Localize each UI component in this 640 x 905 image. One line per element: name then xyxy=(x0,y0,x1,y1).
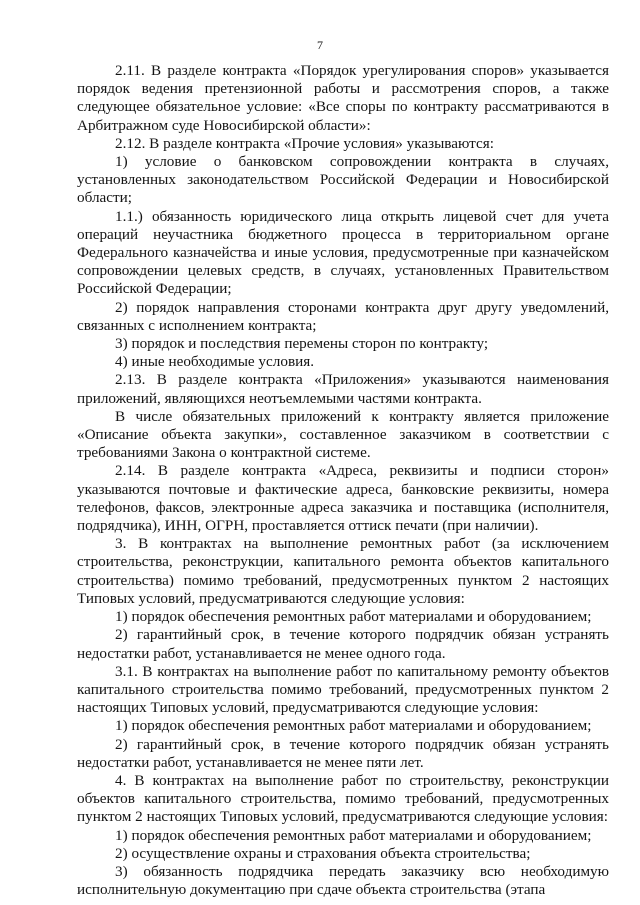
paragraph-2-12: 2.12. В разделе контракта «Прочие условия» указываются: xyxy=(115,134,494,152)
paragraph-2-12-item-1-1: 1.1.) обязанность юридического лица открыть лицевой счет для учета операций неучастника бюджетного процесса в территориальном органе Федерального казначейства и иные условия, предусмотренные при казначейском сопровождении целевых средств, в случаях, установленных Правительством Российской Федерации; xyxy=(77,207,609,298)
paragraph-2-12-item-3: 3) порядок и последствия перемены сторон по контракту; xyxy=(115,335,489,353)
paragraph-4-item-1: 1) порядок обеспечения ремонтных работ материалами и оборудованием; xyxy=(115,826,592,844)
paragraph-2-14: 2.14. В разделе контракта «Адреса, реквизиты и подписи сторон» указываются почтовые и фактические адреса, банковские реквизиты, номера телефонов, факсов, электронные адреса заказчика и поставщика (исполнителя, подрядчика), ИНН, ОГРН, проставляется оттиск печати (при наличии). xyxy=(77,462,609,535)
paragraph-2-12-item-4: 4) иные необходимые условия. xyxy=(115,353,315,371)
paragraph-3-1: 3.1. В контрактах на выполнение работ по капитальному ремонту объектов капитального строительства помимо требований, предусмотренных пунктом 2 настоящих Типовых условий, предусматриваются следующие условия: xyxy=(77,662,609,717)
paragraph-3-1-item-2: 2) гарантийный срок, в течение которого подрядчик обязан устранять недостатки работ, устанавливается не менее пяти лет. xyxy=(77,735,609,771)
paragraph-3: 3. В контрактах на выполнение ремонтных работ (за исключением строительства, реконструкции, капитального ремонта объектов капитального строительства) помимо требований, предусмотренных пунктом 2 настоящих Типовых условий, предусматриваются следующие условия: xyxy=(77,535,609,607)
paragraph-4-item-3: 3) обязанность подрядчика передать заказчику всю необходимую исполнительную документацию при сдаче объекта строительства (этапа xyxy=(77,862,609,899)
paragraph-2-12-item-2: 2) порядок направления сторонами контракта друг другу уведомлений, связанных с исполнением контракта; xyxy=(77,298,609,334)
paragraph-3-item-1: 1) порядок обеспечения ремонтных работ материалами и оборудованием; xyxy=(115,608,592,626)
page-number: 7 xyxy=(317,38,323,52)
paragraph-2-13-attachment: В числе обязательных приложений к контракту является приложение «Описание объекта закупки», составленное заказчиком в соответствии с требованиями Закона о контрактной системе. xyxy=(77,407,609,462)
paragraph-4-item-2: 2) осуществление охраны и страхования объекта строительства; xyxy=(115,844,531,862)
document-body xyxy=(77,62,609,899)
paragraph-4: 4. В контрактах на выполнение работ по строительству, реконструкции объектов капитального строительства, помимо требований, предусмотренных пунктом 2 настоящих Типовых условий, предусматриваются следующие условия: xyxy=(77,771,609,826)
paragraph-3-item-2: 2) гарантийный срок, в течение которого подрядчик обязан устранять недостатки работ, устанавливается не менее одного года. xyxy=(77,626,609,662)
paragraph-3-1-item-1: 1) порядок обеспечения ремонтных работ материалами и оборудованием; xyxy=(115,717,592,735)
paragraph-2-13: 2.13. В разделе контракта «Приложения» указываются наименования приложений, являющихся неотъемлемыми частями контракта. xyxy=(77,371,609,407)
paragraph-2-11: 2.11. В разделе контракта «Порядок урегулирования споров» указывается порядок ведения претензионной работы и рассмотрения споров, а также следующее обязательное условие: «Все споры по контракту рассматриваются в Арбитражном суде Новосибирской области»: xyxy=(77,62,609,134)
paragraph-2-12-item-1: 1) условие о банковском сопровождении контракта в случаях, установленных законодательством Российской Федерации и Новосибирской области; xyxy=(77,153,609,207)
